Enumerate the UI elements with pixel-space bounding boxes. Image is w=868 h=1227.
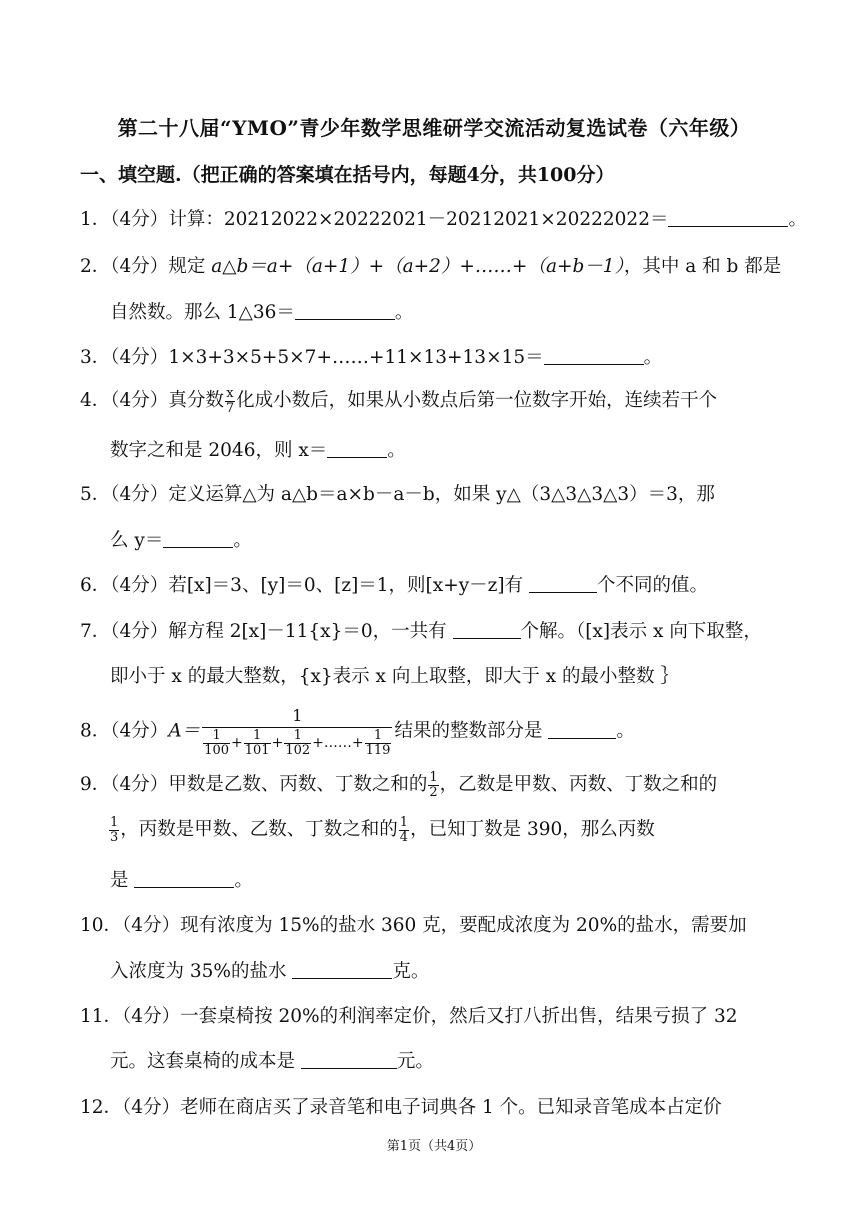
question-7: 7．（4分）解方程 2[x]－11{x}＝0，一共有 个解。（[x]表示 x 向下取整， [80,621,762,642]
answer-blank[interactable] [163,529,233,548]
question-10: 10．（4分）现有浓度为 15%的盐水 360 克，要配成浓度为 20%的盐水，需要加 [80,915,747,936]
page-footer: 第1页（共4页） [386,1139,482,1154]
fraction: $\frac{1}{2}$ [429,769,438,800]
fraction: $\frac{1}{4}$ [399,814,409,845]
fraction: $\frac{x}{7}$ [225,385,235,416]
question-9: 9．（4分）甲数是乙数、丙数、丁数之和的 $\frac{1}{2}$ ，乙数是甲数、丙数、丁数之和的 [80,769,718,800]
question-3: 3．（4分）1×3+3×5+5×7+……+11×13+13×15＝ 。 [80,347,663,368]
question-6: 6．（4分）若[x]＝3、[y]＝0、[z]＝1，则[x+y－z]有 个不同的值。 [80,575,709,596]
answer-blank[interactable] [668,208,788,227]
question-1: 1．（4分）计算：20212022×20222021－20212021×20222022＝ 。 [80,209,807,230]
answer-blank[interactable] [529,574,597,593]
exam-title: 第二十八届“YMO”青少年数学思维研学交流活动复选试卷（六年级） [117,116,751,140]
question-12: 12．（4分）老师在商店买了录音笔和电子词典各 1 个。已知录音笔成本占定价 [80,1097,722,1118]
question-2-cont: 自然数。那么 1△36＝ 。 [110,302,414,323]
section-heading: 一、填空题.（把正确的答案填在括号内，每题4分，共100分） [80,164,615,186]
answer-blank[interactable] [453,620,521,639]
question-4-cont: 数字之和是 2046，则 x＝ 。 [110,440,406,461]
question-4: 4．（4分）真分数 $\frac{x}{7}$ 化成小数后，如果从小数点后第一位数字开始，连续若干个 [80,385,718,416]
answer-blank[interactable] [134,869,234,888]
question-5: 5．（4分）定义运算△为 a△b＝a×b－a－b，如果 y△（3△3△3△3）＝3，那 [80,484,715,505]
answer-blank[interactable] [292,960,392,979]
answer-blank[interactable] [295,301,395,320]
question-11: 11．（4分）一套桌椅按 20%的利润率定价，然后又打八折出售，结果亏损了 32 [80,1006,738,1027]
answer-blank[interactable] [548,720,616,739]
question-8: 8．（4分）A＝ 1 $\frac{1}{100}$ + $\frac{1}{101}$ + $\frac{1}{102}$ +……+ $\frac{1}{119}$ 结果的整数部分是 。 [80,706,635,758]
question-9-cont2: 是 。 [110,870,253,891]
answer-blank[interactable] [327,439,387,458]
answer-blank[interactable] [301,1050,397,1069]
question-5-cont: 么 y＝ 。 [110,530,252,551]
answer-blank[interactable] [544,346,644,365]
big-fraction: 1 $\frac{1}{100}$ + $\frac{1}{101}$ + $\frac{1}{102}$ +……+ $\frac{1}{119}$ [204,706,391,758]
fraction: $\frac{1}{3}$ [110,814,119,845]
question-7-cont: 即小于 x 的最大整数，{x}表示 x 向上取整，即大于 x 的最小整数 ｝ [110,666,679,687]
question-11-cont: 元。这套桌椅的成本是 元。 [110,1051,434,1072]
question-9-cont: $\frac{1}{3}$ ，丙数是甲数、乙数、丁数之和的 $\frac{1}{4}$ ，已知丁数是 390，那么丙数 [110,814,655,845]
question-2: 2．（4分）规定 a△b＝a+（a+1）+（a+2）+……+（a+b－1），其中 a 和 b 都是 [80,256,782,277]
question-10-cont: 入浓度为 35%的盐水 克。 [110,961,430,982]
